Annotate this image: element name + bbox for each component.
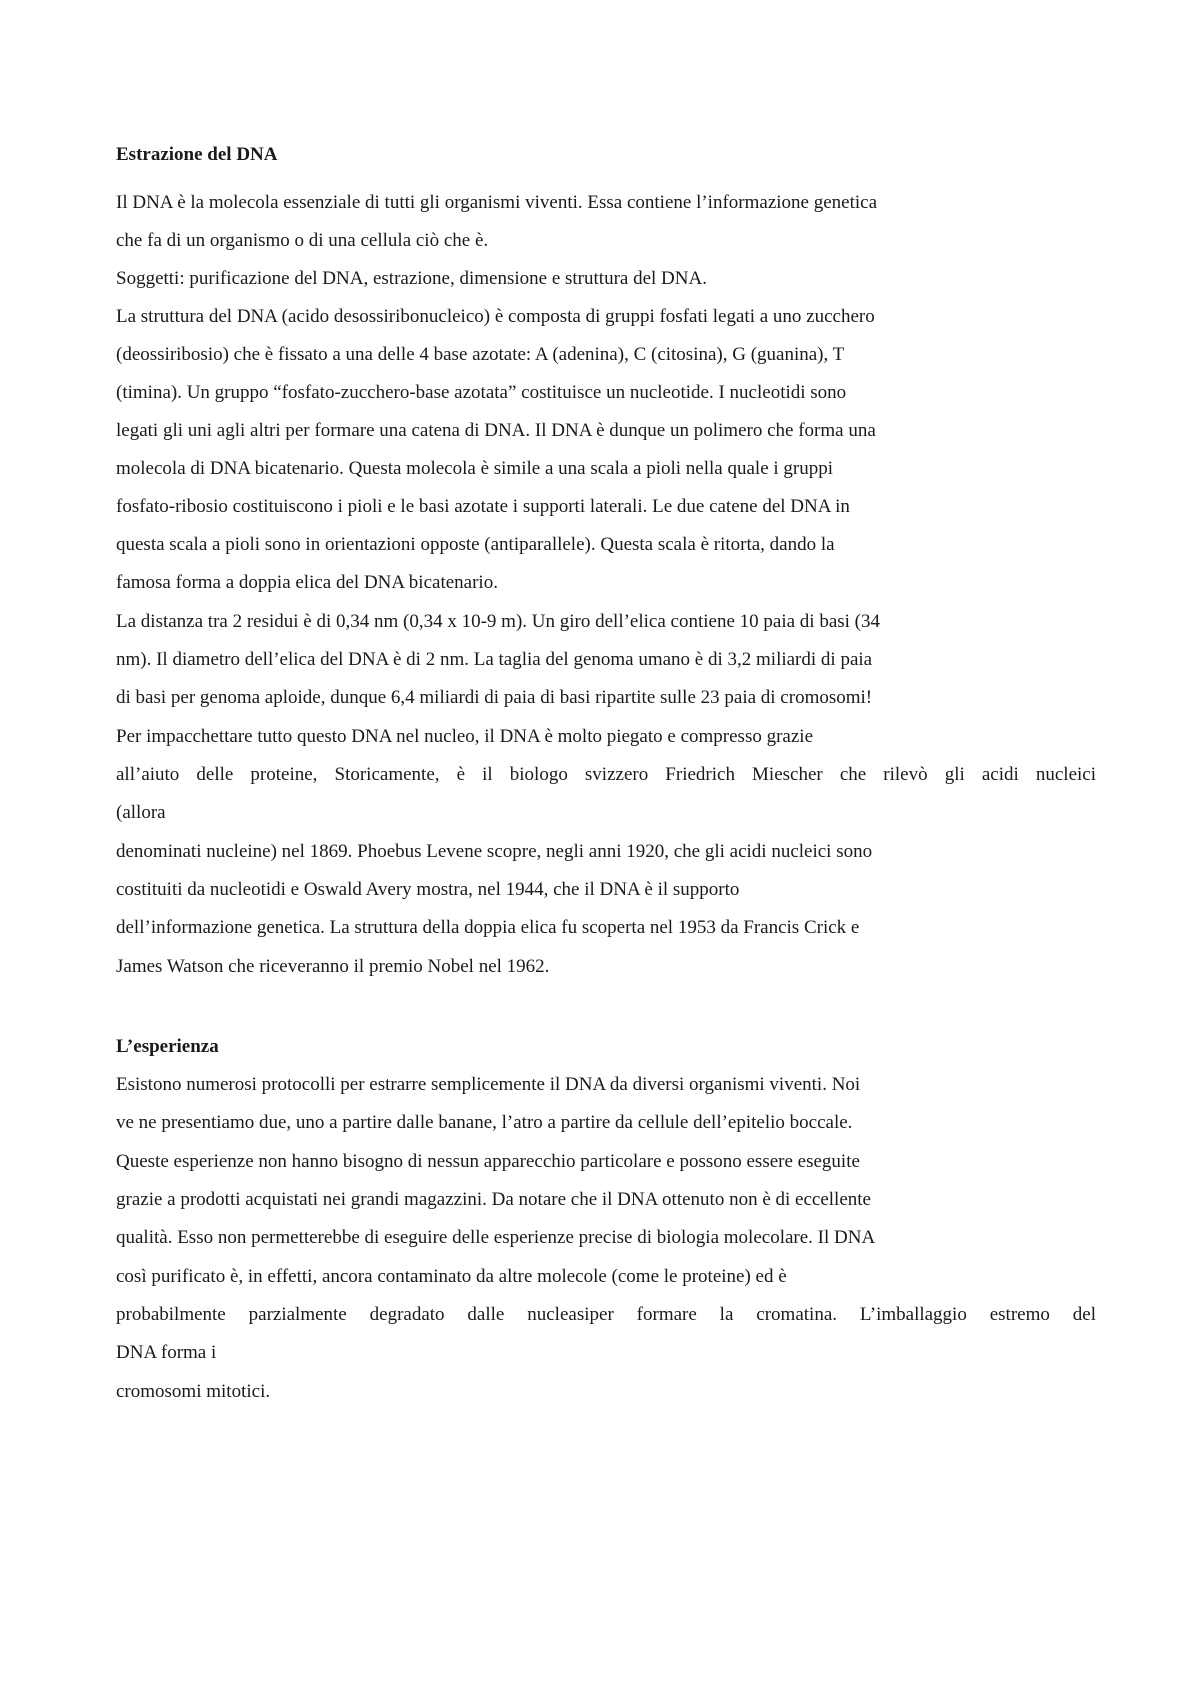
paragraph-line: probabilmente parzialmente degradato dalle nucleasiper formare la cromatina. L’imballaggio estremo del [116,1304,1096,1325]
paragraph-line: (allora [116,802,166,823]
paragraph-line: Soggetti: purificazione del DNA, estrazione, dimensione e struttura del DNA. [116,268,707,289]
paragraph-line: all’aiuto delle proteine, Storicamente, è il biologo svizzero Friedrich Miescher che rilevò gli acidi nucleici [116,764,1096,785]
paragraph-line: di basi per genoma aploide, dunque 6,4 miliardi di paia di basi ripartite sulle 23 paia di cromosomi! [116,687,873,708]
paragraph-line: (timina). Un gruppo “fosfato-zucchero-base azotata” costituisce un nucleotide. I nucleotidi sono [116,382,847,403]
paragraph-line: fosfato-ribosio costituiscono i pioli e le basi azotate i supporti laterali. Le due catene del DNA in [116,496,850,517]
paragraph-line: Il DNA è la molecola essenziale di tutti gli organismi viventi. Essa contiene l’informazione genetica [116,192,878,213]
paragraph-line: (deossiribosio) che è fissato a una delle 4 base azotate: A (adenina), C (citosina), G (guanina), T [116,344,845,365]
paragraph-line: così purificato è, in effetti, ancora contaminato da altre molecole (come le proteine) ed è [116,1266,787,1287]
paragraph-line: Queste esperienze non hanno bisogno di nessun apparecchio particolare e possono essere eseguite [116,1151,860,1172]
paragraph-line: qualità. Esso non permetterebbe di eseguire delle esperienze precise di biologia molecolare. Il DNA [116,1227,876,1248]
paragraph-line: famosa forma a doppia elica del DNA bicatenario. [116,572,498,593]
paragraph-line: James Watson che riceveranno il premio Nobel nel 1962. [116,956,550,977]
paragraph-line: cromosomi mitotici. [116,1381,271,1402]
paragraph-line: Per impacchettare tutto questo DNA nel nucleo, il DNA è molto piegato e compresso grazie [116,726,813,747]
paragraph-line: Esistono numerosi protocolli per estrarre semplicemente il DNA da diversi organismi viventi. Noi [116,1074,861,1095]
section-heading-esperienza: L’esperienza [116,1036,219,1057]
paragraph-line: che fa di un organismo o di una cellula ciò che è. [116,230,489,251]
paragraph-line: legati gli uni agli altri per formare una catena di DNA. Il DNA è dunque un polimero che forma una [116,420,876,441]
paragraph-line: grazie a prodotti acquistati nei grandi magazzini. Da notare che il DNA ottenuto non è di eccellente [116,1189,871,1210]
paragraph-line: La distanza tra 2 residui è di 0,34 nm (0,34 x 10-9 m). Un giro dell’elica contiene 10 paia di basi (34 [116,611,881,632]
paragraph-line: questa scala a pioli sono in orientazioni opposte (antiparallele). Questa scala è ritorta, dando la [116,534,835,555]
paragraph-line: DNA forma i [116,1342,217,1363]
paragraph-line: ve ne presentiamo due, uno a partire dalle banane, l’atro a partire da cellule dell’epitelio boccale. [116,1112,853,1133]
section-heading-estrazione: Estrazione del DNA [116,144,278,165]
paragraph-line: molecola di DNA bicatenario. Questa molecola è simile a una scala a pioli nella quale i gruppi [116,458,834,479]
paragraph-line: costituiti da nucleotidi e Oswald Avery mostra, nel 1944, che il DNA è il supporto [116,879,740,900]
paragraph-line: denominati nucleine) nel 1869. Phoebus Levene scopre, negli anni 1920, che gli acidi nucleici sono [116,841,873,862]
paragraph-line: dell’informazione genetica. La struttura della doppia elica fu scoperta nel 1953 da Francis Crick e [116,917,860,938]
paragraph-line: La struttura del DNA (acido desossiribonucleico) è composta di gruppi fosfati legati a uno zucchero [116,306,875,327]
paragraph-line: nm). Il diametro dell’elica del DNA è di 2 nm. La taglia del genoma umano è di 3,2 miliardi di paia [116,649,873,670]
